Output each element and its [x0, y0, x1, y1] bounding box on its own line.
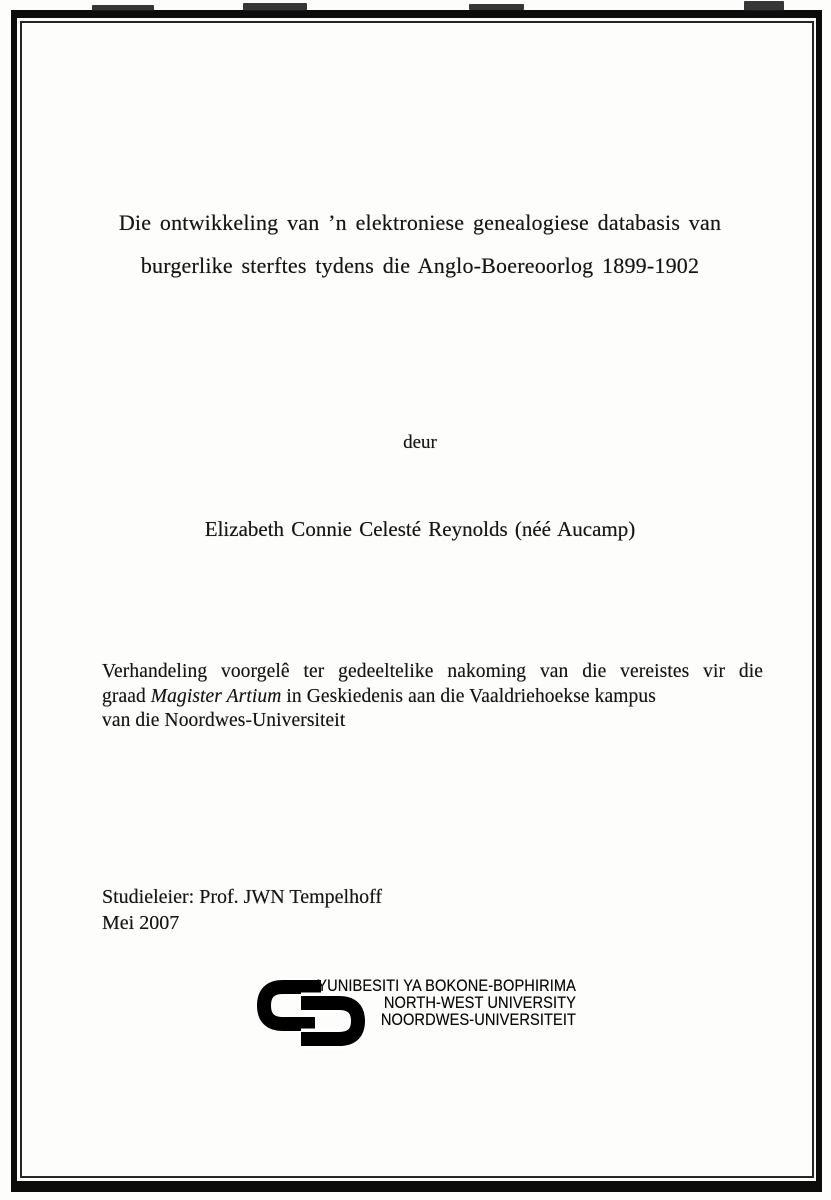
statement-line-2-prefix: graad: [102, 685, 151, 707]
statement-line-2: [102, 685, 763, 710]
statement-line-2-suffix: in Geskiedenis aan die Vaaldriehoekse kampus: [281, 685, 656, 707]
scan-artifact: [469, 4, 524, 10]
university-name-english: NORTH-WEST UNIVERSITY: [383, 993, 576, 1012]
date-line: Mei 2007: [102, 911, 180, 934]
submission-statement: [102, 660, 763, 734]
scan-artifact: [744, 1, 784, 11]
thesis-title-line-2: burgerlike sterftes tydens die Anglo-Boereoorlog 1899-1902: [140, 253, 700, 278]
supervisor-line: Studieleier: Prof. JWN Tempelhoff: [102, 886, 383, 908]
author-name: Elizabeth Connie Celesté Reynolds (néé Aucamp): [204, 517, 636, 541]
byline-label: deur: [403, 432, 437, 453]
thesis-title: [30, 201, 810, 287]
university-name-afrikaans: NOORDWES-UNIVERSITEIT: [380, 1010, 576, 1029]
statement-line-1: Verhandeling voorgelê ter gedeeltelike nakoming van die vereistes vir die: [102, 661, 763, 682]
university-name-block: [313, 977, 576, 1028]
scan-artifact: [92, 5, 154, 11]
statement-line-3: van die Noordwes-Universiteit: [102, 710, 346, 731]
university-name-setswana: YUNIBESITI YA BOKONE-BOPHIRIMA: [317, 976, 576, 995]
thesis-title-line-1: Die ontwikkeling van ’n elektroniese genealogiese databasis van: [118, 210, 722, 235]
degree-name-italic: Magister Artium: [150, 685, 282, 707]
scan-artifact: [243, 3, 307, 11]
supervisor-block: [102, 885, 382, 936]
